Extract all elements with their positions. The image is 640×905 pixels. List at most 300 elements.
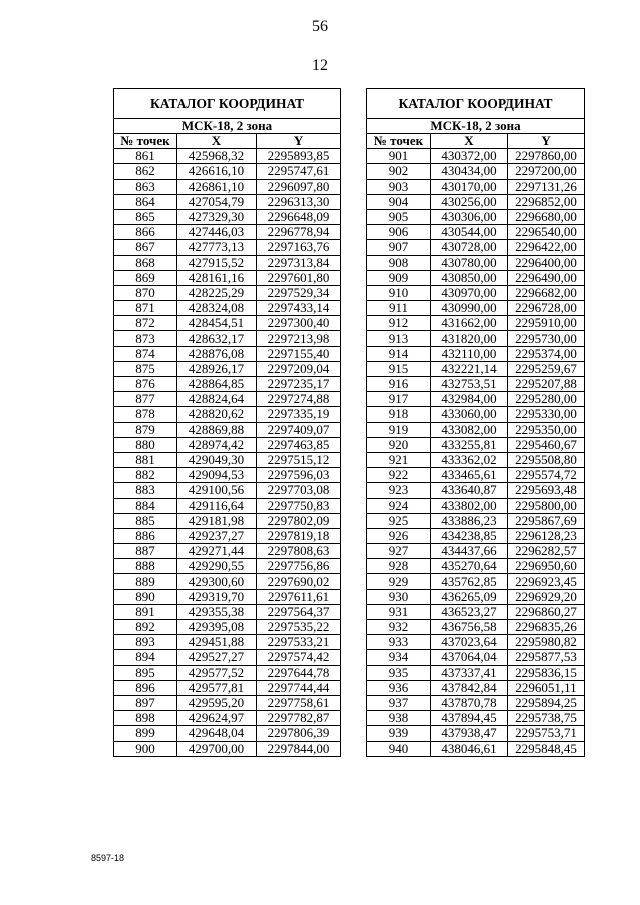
- y-coordinate-cell: 2295836,15: [508, 665, 585, 680]
- table-row: [367, 680, 585, 695]
- table-row: [114, 377, 341, 392]
- table-row: [114, 407, 341, 422]
- point-number-cell: 878: [114, 407, 177, 422]
- point-number-cell: 891: [114, 604, 177, 619]
- x-coordinate-cell: 433255,81: [431, 437, 508, 452]
- table-row: [367, 544, 585, 559]
- x-coordinate-cell: 431820,00: [431, 331, 508, 346]
- point-number-cell: 933: [367, 635, 431, 650]
- table-row: [114, 665, 341, 680]
- y-coordinate-cell: 2295738,75: [508, 711, 585, 726]
- table-row: [114, 483, 341, 498]
- point-number-cell: 912: [367, 316, 431, 331]
- point-number-cell: 895: [114, 665, 177, 680]
- table-row: [114, 650, 341, 665]
- x-coordinate-cell: 430256,00: [431, 194, 508, 209]
- x-coordinate-cell: 432221,14: [431, 361, 508, 376]
- x-coordinate-cell: 437938,47: [431, 726, 508, 741]
- y-coordinate-cell: 2297574,42: [257, 650, 341, 665]
- x-coordinate-cell: 429300,60: [177, 574, 257, 589]
- x-coordinate-cell: 430434,00: [431, 164, 508, 179]
- table-row: [114, 468, 341, 483]
- x-coordinate-cell: 432984,00: [431, 392, 508, 407]
- table-row: [367, 650, 585, 665]
- point-number-cell: 899: [114, 726, 177, 741]
- x-coordinate-cell: 429290,55: [177, 559, 257, 574]
- point-number-cell: 875: [114, 361, 177, 376]
- point-number-cell: 870: [114, 285, 177, 300]
- x-coordinate-cell: 436265,09: [431, 589, 508, 604]
- column-header-point-number: № точек: [367, 134, 431, 149]
- x-coordinate-cell: 437870,78: [431, 695, 508, 710]
- y-coordinate-cell: 2297131,26: [508, 179, 585, 194]
- x-coordinate-cell: 433465,61: [431, 468, 508, 483]
- x-coordinate-cell: 431662,00: [431, 316, 508, 331]
- y-coordinate-cell: 2295693,48: [508, 483, 585, 498]
- x-coordinate-cell: 428632,17: [177, 331, 257, 346]
- table-row: [114, 741, 341, 756]
- x-coordinate-cell: 430306,00: [431, 209, 508, 224]
- y-coordinate-cell: 2296852,00: [508, 194, 585, 209]
- table-row: [367, 392, 585, 407]
- point-number-cell: 876: [114, 377, 177, 392]
- y-coordinate-cell: 2297860,00: [508, 149, 585, 164]
- table-row: [367, 513, 585, 528]
- point-number-cell: 925: [367, 513, 431, 528]
- table-row: [114, 589, 341, 604]
- point-number-cell: 874: [114, 346, 177, 361]
- column-header-x: X: [431, 134, 508, 149]
- table-row: [367, 316, 585, 331]
- table-row: [114, 346, 341, 361]
- point-number-cell: 873: [114, 331, 177, 346]
- table-row: [367, 149, 585, 164]
- table-row: [114, 361, 341, 376]
- point-number-cell: 868: [114, 255, 177, 270]
- y-coordinate-cell: 2296728,00: [508, 301, 585, 316]
- column-header-y: Y: [257, 134, 341, 149]
- x-coordinate-cell: 425968,32: [177, 149, 257, 164]
- table-row: [367, 164, 585, 179]
- table-row: [367, 331, 585, 346]
- y-coordinate-cell: 2296835,26: [508, 620, 585, 635]
- point-number-cell: 893: [114, 635, 177, 650]
- y-coordinate-cell: 2297529,34: [257, 285, 341, 300]
- point-number-cell: 905: [367, 209, 431, 224]
- y-coordinate-cell: 2297335,19: [257, 407, 341, 422]
- point-number-cell: 897: [114, 695, 177, 710]
- point-number-cell: 911: [367, 301, 431, 316]
- y-coordinate-cell: 2297644,78: [257, 665, 341, 680]
- point-number-cell: 894: [114, 650, 177, 665]
- point-number-cell: 901: [367, 149, 431, 164]
- table-row: [114, 620, 341, 635]
- x-coordinate-cell: 430850,00: [431, 270, 508, 285]
- point-number-cell: 896: [114, 680, 177, 695]
- table-row: [367, 589, 585, 604]
- y-coordinate-cell: 2295350,00: [508, 422, 585, 437]
- x-coordinate-cell: 429700,00: [177, 741, 257, 756]
- x-coordinate-cell: 437337,41: [431, 665, 508, 680]
- table-row: [367, 711, 585, 726]
- x-coordinate-cell: 433886,23: [431, 513, 508, 528]
- x-coordinate-cell: 429355,38: [177, 604, 257, 619]
- coordinate-catalog-table-right: [366, 88, 585, 757]
- point-number-cell: 922: [367, 468, 431, 483]
- x-coordinate-cell: 437842,84: [431, 680, 508, 695]
- y-coordinate-cell: 2297564,37: [257, 604, 341, 619]
- point-number-cell: 872: [114, 316, 177, 331]
- x-coordinate-cell: 427915,52: [177, 255, 257, 270]
- x-coordinate-cell: 428869,88: [177, 422, 257, 437]
- y-coordinate-cell: 2295877,53: [508, 650, 585, 665]
- x-coordinate-cell: 428824,64: [177, 392, 257, 407]
- table-row: [367, 407, 585, 422]
- y-coordinate-cell: 2296097,80: [257, 179, 341, 194]
- table-row: [367, 437, 585, 452]
- point-number-cell: 861: [114, 149, 177, 164]
- y-coordinate-cell: 2296860,27: [508, 604, 585, 619]
- point-number-cell: 909: [367, 270, 431, 285]
- x-coordinate-cell: 429648,04: [177, 726, 257, 741]
- y-coordinate-cell: 2297433,14: [257, 301, 341, 316]
- table-row: [367, 377, 585, 392]
- table-row: [367, 559, 585, 574]
- y-coordinate-cell: 2295259,67: [508, 361, 585, 376]
- point-number-cell: 913: [367, 331, 431, 346]
- y-coordinate-cell: 2295753,71: [508, 726, 585, 741]
- y-coordinate-cell: 2295508,80: [508, 452, 585, 467]
- y-coordinate-cell: 2295867,69: [508, 513, 585, 528]
- table-row: [114, 179, 341, 194]
- point-number-cell: 864: [114, 194, 177, 209]
- point-number-cell: 929: [367, 574, 431, 589]
- y-coordinate-cell: 2297515,12: [257, 452, 341, 467]
- table-row: [114, 301, 341, 316]
- point-number-cell: 920: [367, 437, 431, 452]
- point-number-cell: 900: [114, 741, 177, 756]
- table-row: [114, 194, 341, 209]
- y-coordinate-cell: 2297163,76: [257, 240, 341, 255]
- table-row: [367, 179, 585, 194]
- x-coordinate-cell: 428974,42: [177, 437, 257, 452]
- y-coordinate-cell: 2297758,61: [257, 695, 341, 710]
- y-coordinate-cell: 2296778,94: [257, 225, 341, 240]
- point-number-cell: 936: [367, 680, 431, 695]
- point-number-cell: 888: [114, 559, 177, 574]
- column-header-x: X: [177, 134, 257, 149]
- column-header-y: Y: [508, 134, 585, 149]
- table-row: [114, 316, 341, 331]
- point-number-cell: 931: [367, 604, 431, 619]
- table-row: [114, 149, 341, 164]
- y-coordinate-cell: 2297703,08: [257, 483, 341, 498]
- table-subtitle: МСК-18, 2 зона: [114, 119, 341, 134]
- y-coordinate-cell: 2295747,61: [257, 164, 341, 179]
- point-number-cell: 866: [114, 225, 177, 240]
- point-number-cell: 887: [114, 544, 177, 559]
- point-number-cell: 914: [367, 346, 431, 361]
- point-number-cell: 916: [367, 377, 431, 392]
- x-coordinate-cell: 427446,03: [177, 225, 257, 240]
- table-row: [114, 255, 341, 270]
- page-number: 56: [312, 18, 328, 35]
- y-coordinate-cell: 2296128,23: [508, 528, 585, 543]
- table-row: [114, 726, 341, 741]
- table-row: [367, 194, 585, 209]
- point-number-cell: 889: [114, 574, 177, 589]
- x-coordinate-cell: 428454,51: [177, 316, 257, 331]
- y-coordinate-cell: 2296929,20: [508, 589, 585, 604]
- point-number-cell: 927: [367, 544, 431, 559]
- point-number-cell: 939: [367, 726, 431, 741]
- y-coordinate-cell: 2296682,00: [508, 285, 585, 300]
- point-number-cell: 935: [367, 665, 431, 680]
- point-number-cell: 907: [367, 240, 431, 255]
- table-row: [114, 544, 341, 559]
- x-coordinate-cell: 433802,00: [431, 498, 508, 513]
- point-number-cell: 871: [114, 301, 177, 316]
- x-coordinate-cell: 428820,62: [177, 407, 257, 422]
- x-coordinate-cell: 430780,00: [431, 255, 508, 270]
- table-row: [367, 695, 585, 710]
- x-coordinate-cell: 429271,44: [177, 544, 257, 559]
- x-coordinate-cell: 429237,27: [177, 528, 257, 543]
- coordinate-catalog-table-left: [113, 88, 341, 757]
- x-coordinate-cell: 429094,53: [177, 468, 257, 483]
- x-coordinate-cell: 429624,97: [177, 711, 257, 726]
- point-number-cell: 884: [114, 498, 177, 513]
- x-coordinate-cell: 428864,85: [177, 377, 257, 392]
- x-coordinate-cell: 430728,00: [431, 240, 508, 255]
- table-row: [114, 437, 341, 452]
- point-number-cell: 923: [367, 483, 431, 498]
- x-coordinate-cell: 438046,61: [431, 741, 508, 756]
- point-number-cell: 924: [367, 498, 431, 513]
- table-row: [114, 695, 341, 710]
- point-number-cell: 930: [367, 589, 431, 604]
- point-number-cell: 918: [367, 407, 431, 422]
- column-header-point-number: № точек: [114, 134, 177, 149]
- x-coordinate-cell: 429577,81: [177, 680, 257, 695]
- y-coordinate-cell: 2297213,98: [257, 331, 341, 346]
- table-body: [114, 149, 341, 757]
- table-row: [367, 452, 585, 467]
- table-title: КАТАЛОГ КООРДИНАТ: [114, 89, 341, 119]
- x-coordinate-cell: 436523,27: [431, 604, 508, 619]
- x-coordinate-cell: 432753,51: [431, 377, 508, 392]
- x-coordinate-cell: 437023,64: [431, 635, 508, 650]
- point-number-cell: 910: [367, 285, 431, 300]
- table-row: [114, 574, 341, 589]
- y-coordinate-cell: 2296950,60: [508, 559, 585, 574]
- table-row: [367, 240, 585, 255]
- table-row: [114, 164, 341, 179]
- y-coordinate-cell: 2296923,45: [508, 574, 585, 589]
- point-number-cell: 926: [367, 528, 431, 543]
- x-coordinate-cell: 428876,08: [177, 346, 257, 361]
- y-coordinate-cell: 2297300,40: [257, 316, 341, 331]
- y-coordinate-cell: 2297844,00: [257, 741, 341, 756]
- table-row: [114, 635, 341, 650]
- table-row: [367, 528, 585, 543]
- point-number-cell: 882: [114, 468, 177, 483]
- x-coordinate-cell: 430372,00: [431, 149, 508, 164]
- table-row: [367, 498, 585, 513]
- table-row: [367, 225, 585, 240]
- point-number-cell: 934: [367, 650, 431, 665]
- point-number-cell: 877: [114, 392, 177, 407]
- y-coordinate-cell: 2297209,04: [257, 361, 341, 376]
- table-row: [367, 422, 585, 437]
- point-number-cell: 867: [114, 240, 177, 255]
- y-coordinate-cell: 2297274,88: [257, 392, 341, 407]
- x-coordinate-cell: 435270,64: [431, 559, 508, 574]
- x-coordinate-cell: 430970,00: [431, 285, 508, 300]
- y-coordinate-cell: 2297750,83: [257, 498, 341, 513]
- y-coordinate-cell: 2295374,00: [508, 346, 585, 361]
- point-number-cell: 906: [367, 225, 431, 240]
- table-row: [367, 209, 585, 224]
- y-coordinate-cell: 2295980,82: [508, 635, 585, 650]
- y-coordinate-cell: 2297744,44: [257, 680, 341, 695]
- x-coordinate-cell: 429181,98: [177, 513, 257, 528]
- table-row: [367, 635, 585, 650]
- point-number-cell: 869: [114, 270, 177, 285]
- point-number-cell: 886: [114, 528, 177, 543]
- x-coordinate-cell: 433060,00: [431, 407, 508, 422]
- x-coordinate-cell: 426861,10: [177, 179, 257, 194]
- y-coordinate-cell: 2297611,61: [257, 589, 341, 604]
- point-number-cell: 917: [367, 392, 431, 407]
- point-number-cell: 938: [367, 711, 431, 726]
- point-number-cell: 890: [114, 589, 177, 604]
- table-row: [367, 285, 585, 300]
- x-coordinate-cell: 429451,88: [177, 635, 257, 650]
- x-coordinate-cell: 433362,02: [431, 452, 508, 467]
- y-coordinate-cell: 2295848,45: [508, 741, 585, 756]
- table-row: [367, 270, 585, 285]
- x-coordinate-cell: 432110,00: [431, 346, 508, 361]
- y-coordinate-cell: 2296400,00: [508, 255, 585, 270]
- table-row: [367, 574, 585, 589]
- table-row: [114, 209, 341, 224]
- table-row: [114, 513, 341, 528]
- table-row: [367, 468, 585, 483]
- y-coordinate-cell: 2297596,03: [257, 468, 341, 483]
- point-number-cell: 904: [367, 194, 431, 209]
- x-coordinate-cell: 435762,85: [431, 574, 508, 589]
- x-coordinate-cell: 427773,13: [177, 240, 257, 255]
- table-row: [114, 528, 341, 543]
- table-row: [114, 331, 341, 346]
- x-coordinate-cell: 433640,87: [431, 483, 508, 498]
- point-number-cell: 919: [367, 422, 431, 437]
- y-coordinate-cell: 2295207,88: [508, 377, 585, 392]
- table-subtitle: МСК-18, 2 зона: [367, 119, 585, 134]
- y-coordinate-cell: 2295894,25: [508, 695, 585, 710]
- y-coordinate-cell: 2297200,00: [508, 164, 585, 179]
- table-row: [114, 559, 341, 574]
- x-coordinate-cell: 436756,58: [431, 620, 508, 635]
- y-coordinate-cell: 2296680,00: [508, 209, 585, 224]
- y-coordinate-cell: 2296490,00: [508, 270, 585, 285]
- y-coordinate-cell: 2296051,11: [508, 680, 585, 695]
- table-row: [367, 604, 585, 619]
- y-coordinate-cell: 2297313,84: [257, 255, 341, 270]
- table-row: [367, 361, 585, 376]
- point-number-cell: 885: [114, 513, 177, 528]
- table-row: [114, 711, 341, 726]
- point-number-cell: 898: [114, 711, 177, 726]
- table-row: [367, 255, 585, 270]
- y-coordinate-cell: 2297756,86: [257, 559, 341, 574]
- table-row: [114, 392, 341, 407]
- table-row: [114, 422, 341, 437]
- y-coordinate-cell: 2297806,39: [257, 726, 341, 741]
- y-coordinate-cell: 2297819,18: [257, 528, 341, 543]
- table-row: [367, 665, 585, 680]
- y-coordinate-cell: 2297155,40: [257, 346, 341, 361]
- table-row: [367, 301, 585, 316]
- point-number-cell: 908: [367, 255, 431, 270]
- x-coordinate-cell: 437894,45: [431, 711, 508, 726]
- x-coordinate-cell: 429577,52: [177, 665, 257, 680]
- x-coordinate-cell: 429049,30: [177, 452, 257, 467]
- y-coordinate-cell: 2297535,22: [257, 620, 341, 635]
- table-row: [114, 270, 341, 285]
- y-coordinate-cell: 2296648,09: [257, 209, 341, 224]
- x-coordinate-cell: 428324,08: [177, 301, 257, 316]
- y-coordinate-cell: 2297802,09: [257, 513, 341, 528]
- x-coordinate-cell: 428225,29: [177, 285, 257, 300]
- y-coordinate-cell: 2295910,00: [508, 316, 585, 331]
- y-coordinate-cell: 2297463,85: [257, 437, 341, 452]
- y-coordinate-cell: 2296422,00: [508, 240, 585, 255]
- table-row: [367, 483, 585, 498]
- table-row: [114, 680, 341, 695]
- point-number-cell: 881: [114, 452, 177, 467]
- y-coordinate-cell: 2295330,00: [508, 407, 585, 422]
- point-number-cell: 863: [114, 179, 177, 194]
- table-row: [367, 726, 585, 741]
- x-coordinate-cell: 429319,70: [177, 589, 257, 604]
- x-coordinate-cell: 430990,00: [431, 301, 508, 316]
- y-coordinate-cell: 2296313,30: [257, 194, 341, 209]
- sheet-number: 12: [312, 57, 328, 74]
- table-row: [114, 240, 341, 255]
- x-coordinate-cell: 426616,10: [177, 164, 257, 179]
- y-coordinate-cell: 2297533,21: [257, 635, 341, 650]
- point-number-cell: 865: [114, 209, 177, 224]
- x-coordinate-cell: 429100,56: [177, 483, 257, 498]
- point-number-cell: 883: [114, 483, 177, 498]
- x-coordinate-cell: 428926,17: [177, 361, 257, 376]
- table-row: [367, 620, 585, 635]
- x-coordinate-cell: 429116,64: [177, 498, 257, 513]
- y-coordinate-cell: 2297409,07: [257, 422, 341, 437]
- point-number-cell: 892: [114, 620, 177, 635]
- table-row: [367, 741, 585, 756]
- y-coordinate-cell: 2295800,00: [508, 498, 585, 513]
- table-row: [114, 604, 341, 619]
- table-title: КАТАЛОГ КООРДИНАТ: [367, 89, 585, 119]
- point-number-cell: 879: [114, 422, 177, 437]
- point-number-cell: 902: [367, 164, 431, 179]
- table-row: [367, 346, 585, 361]
- y-coordinate-cell: 2297808,63: [257, 544, 341, 559]
- point-number-cell: 862: [114, 164, 177, 179]
